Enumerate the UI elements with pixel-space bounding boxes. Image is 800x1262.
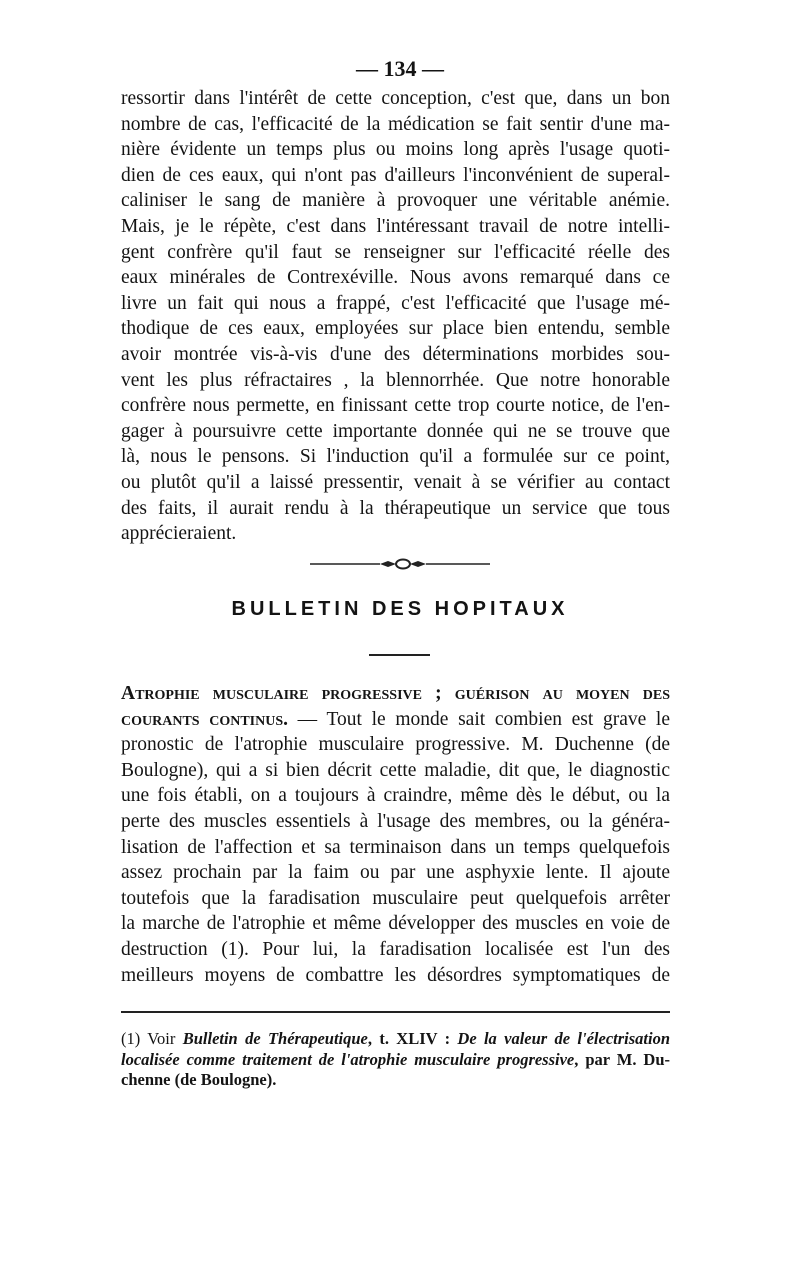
text-line: ressortir dans l'intérêt de cette conception, c'est que, dans un bon (121, 88, 670, 109)
page-number: — 134 — (356, 56, 444, 81)
text-line: toutefois que la faradisation musculaire peut quelquefois arrêter (121, 887, 670, 909)
article-heading-cont: courants continus. (121, 708, 289, 730)
footnote (121, 1029, 670, 1091)
section-title: BULLETIN DES HOPITAUX (231, 598, 569, 620)
footnote-line (121, 1029, 670, 1050)
text-line: ou plutôt qu'il a laissé pressentir, venait à se vérifier au contact (121, 471, 670, 493)
text-line: la marche de l'atrophie et même développer des muscles en voie de (121, 913, 670, 935)
text-line: lisation de l'affection et sa terminaison dans un temps quelquefois (121, 836, 670, 858)
text-line: des faits, il aurait rendu à la thérapeutique un service que tous (121, 497, 670, 519)
text-line: nière évidente un temps plus ou moins long après l'usage quoti- (121, 139, 670, 161)
text-line: destruction (1). Pour lui, la faradisation localisée est l'un des (121, 938, 670, 960)
text-line: meilleurs moyens de combattre les désordres symptomatiques de (121, 964, 670, 986)
footnote-title-1: De la valeur de l'électrisation (457, 1029, 671, 1048)
text-line: une fois établi, on a toujours à craindre, même dès le début, ou la (121, 785, 670, 807)
paragraph-contrexeville (121, 86, 670, 547)
footnote-rule (121, 1011, 670, 1013)
text-line: caliniser le sang de manière à provoquer une véritable anémie. (121, 190, 670, 212)
footnote-line (121, 1070, 670, 1091)
text-line: confrère nous permette, en finissant cette trop courte notice, de l'en- (121, 395, 670, 417)
footnote-marker: (1) Voir (121, 1029, 183, 1048)
text-line: avoir montrée vis-à-vis d'une des déterminations morbides sou- (121, 343, 670, 365)
ornament-divider (310, 556, 490, 572)
footnote-author-cont: chenne (de Boulogne). (121, 1070, 277, 1089)
text-line: Mais, je le répète, c'est dans l'intéressant travail de notre intelli- (121, 215, 670, 237)
text-line: gager à poursuivre cette importante donnée qui ne se trouve que (121, 420, 670, 442)
text-line (121, 707, 670, 733)
text-line: assez prochain par la faim ou par une asphyxie lente. Il ajoute (121, 862, 670, 884)
text-line (121, 681, 670, 707)
text-line: là, nous le pensons. Si l'induction qu'il a formulée sur ce point, (121, 446, 670, 468)
footnote-line (121, 1050, 670, 1071)
footnote-author: , par M. Du- (574, 1049, 670, 1069)
footnote-journal: Bulletin de Thérapeutique (182, 1029, 368, 1048)
text-line: gent confrère qu'il faut se renseigner sur l'efficacité réelle des (121, 241, 670, 263)
text-line: pronostic de l'atrophie musculaire progressive. M. Duchenne (de (121, 734, 670, 756)
text-line: dien de ces eaux, qui n'ont pas d'ailleurs l'inconvénient de superal- (121, 164, 670, 186)
text-line: apprécieraient. (121, 523, 237, 545)
footnote-volume: , t. XLIV : (367, 1029, 458, 1048)
text-line: vent les plus réfractaires , la blennorrhée. Que notre honorable (121, 369, 670, 391)
text-line: thodique de ces eaux, employées sur place bien entendu, semble (121, 318, 670, 340)
text-line: perte des muscles essentiels à l'usage des membres, ou la généra- (121, 810, 670, 832)
text-line: livre un fait qui nous a frappé, c'est l'efficacité que l'usage mé- (121, 292, 670, 314)
article-lead: — Tout le monde sait combien est grave le (288, 708, 671, 730)
text-line: nombre de cas, l'efficacité de la médication se fait sentir d'une ma- (121, 113, 670, 135)
footnote-title-2: localisée comme traitement de l'atrophie musculaire progressive (121, 1049, 575, 1069)
text-line: eaux minérales de Contrexéville. Nous avons remarqué dans ce (121, 267, 670, 289)
article-heading: Atrophie musculaire progressive ; guérison au moyen des (121, 683, 670, 704)
text-line: Boulogne), qui a si bien décrit cette maladie, dit que, le diagnostic (121, 759, 670, 781)
paragraph-atrophie (121, 681, 670, 988)
title-rule (369, 654, 430, 656)
